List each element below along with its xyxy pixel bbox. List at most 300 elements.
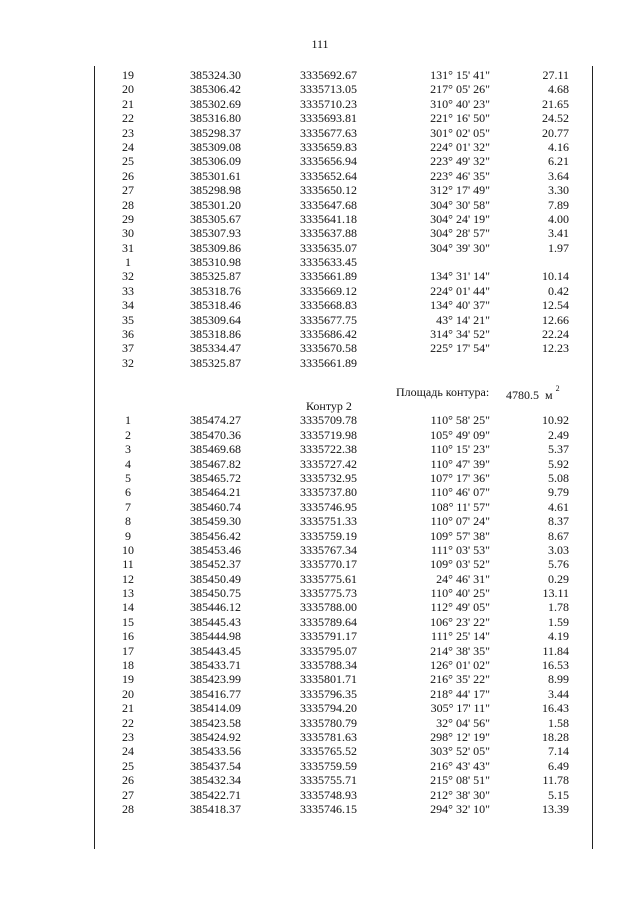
table-row xyxy=(94,759,593,773)
direction-angle: 24° 46' 31" xyxy=(436,571,490,586)
direction-angle: 105° 49' 09" xyxy=(430,427,490,442)
segment-length: 10.92 xyxy=(542,413,569,428)
y-coordinate: 3335659.83 xyxy=(300,139,357,154)
y-coordinate: 3335791.17 xyxy=(300,629,357,644)
direction-angle: 107° 17' 36" xyxy=(430,470,490,485)
x-coordinate: 385450.49 xyxy=(190,571,241,586)
point-number: 7 xyxy=(125,499,131,514)
direction-angle: 43° 14' 21" xyxy=(436,312,490,327)
direction-angle: 106° 23' 22" xyxy=(430,614,490,629)
point-number: 4 xyxy=(125,456,131,471)
x-coordinate: 385459.30 xyxy=(190,514,241,529)
point-number: 23 xyxy=(122,729,134,744)
area-value: 4780.5 xyxy=(506,387,539,402)
table-row xyxy=(94,687,593,701)
segment-length: 11.84 xyxy=(542,643,569,658)
x-coordinate: 385414.09 xyxy=(190,701,241,716)
y-coordinate: 3335727.42 xyxy=(300,456,357,471)
table-row xyxy=(94,730,593,744)
table-row xyxy=(94,111,593,125)
point-number: 32 xyxy=(122,269,134,284)
point-number: 22 xyxy=(122,715,134,730)
segment-length: 5.08 xyxy=(548,470,569,485)
x-coordinate: 385310.98 xyxy=(190,255,241,270)
segment-length: 3.30 xyxy=(548,183,569,198)
direction-angle: 109° 03' 52" xyxy=(430,557,490,572)
segment-length: 5.92 xyxy=(548,456,569,471)
segment-length: 0.29 xyxy=(548,571,569,586)
direction-angle: 134° 31' 14" xyxy=(430,269,490,284)
point-number: 28 xyxy=(122,197,134,212)
y-coordinate: 3335677.75 xyxy=(300,312,357,327)
x-coordinate: 385469.68 xyxy=(190,442,241,457)
table-row xyxy=(94,212,593,226)
y-coordinate: 3335775.61 xyxy=(300,571,357,586)
direction-angle: 225° 17' 54" xyxy=(430,341,490,356)
segment-length: 8.37 xyxy=(548,514,569,529)
segment-length: 12.66 xyxy=(542,312,569,327)
segment-length: 3.41 xyxy=(548,226,569,241)
x-coordinate: 385305.67 xyxy=(190,211,241,226)
y-coordinate: 3335801.71 xyxy=(300,672,357,687)
contour-title: Контур 2 xyxy=(306,398,352,413)
x-coordinate: 385298.98 xyxy=(190,183,241,198)
y-coordinate: 3335641.18 xyxy=(300,211,357,226)
point-number: 20 xyxy=(122,686,134,701)
segment-length: 3.64 xyxy=(548,168,569,183)
direction-angle: 298° 12' 19" xyxy=(430,729,490,744)
segment-length: 16.53 xyxy=(542,658,569,673)
direction-angle: 312° 17' 49" xyxy=(430,183,490,198)
direction-angle: 110° 47' 39" xyxy=(430,456,490,471)
x-coordinate: 385306.09 xyxy=(190,154,241,169)
table-row xyxy=(94,298,593,312)
table-row xyxy=(94,255,593,269)
point-number: 1 xyxy=(125,255,131,270)
table-row xyxy=(94,327,593,341)
y-coordinate: 3335737.80 xyxy=(300,485,357,500)
x-coordinate: 385334.47 xyxy=(190,341,241,356)
x-coordinate: 385422.71 xyxy=(190,787,241,802)
point-number: 26 xyxy=(122,773,134,788)
direction-angle: 110° 15' 23" xyxy=(430,442,490,457)
table-row xyxy=(94,284,593,298)
x-coordinate: 385316.80 xyxy=(190,111,241,126)
table-row xyxy=(94,529,593,543)
table-body xyxy=(94,68,593,816)
table-row xyxy=(94,356,593,370)
table-row xyxy=(94,615,593,629)
y-coordinate: 3335732.95 xyxy=(300,470,357,485)
segment-length: 3.44 xyxy=(548,686,569,701)
y-coordinate: 3335633.45 xyxy=(300,255,357,270)
segment-length: 24.52 xyxy=(542,111,569,126)
x-coordinate: 385446.12 xyxy=(190,600,241,615)
table-row xyxy=(94,341,593,355)
point-number: 36 xyxy=(122,327,134,342)
direction-angle: 304° 30' 58" xyxy=(430,197,490,212)
segment-length: 8.67 xyxy=(548,528,569,543)
x-coordinate: 385474.27 xyxy=(190,413,241,428)
segment-length: 7.14 xyxy=(548,744,569,759)
segment-length: 16.43 xyxy=(542,701,569,716)
x-coordinate: 385301.20 xyxy=(190,197,241,212)
segment-length: 3.03 xyxy=(548,542,569,557)
y-coordinate: 3335748.93 xyxy=(300,787,357,802)
direction-angle: 212° 38' 30" xyxy=(430,787,490,802)
y-coordinate: 3335693.81 xyxy=(300,111,357,126)
table-row xyxy=(94,644,593,658)
x-coordinate: 385301.61 xyxy=(190,168,241,183)
segment-length: 9.79 xyxy=(548,485,569,500)
x-coordinate: 385318.46 xyxy=(190,298,241,313)
x-coordinate: 385309.64 xyxy=(190,312,241,327)
coordinates-table xyxy=(94,66,593,849)
segment-length: 7.89 xyxy=(548,197,569,212)
segment-length: 4.68 xyxy=(548,82,569,97)
direction-angle: 134° 40' 37" xyxy=(430,298,490,313)
table-row xyxy=(94,557,593,571)
point-number: 3 xyxy=(125,442,131,457)
y-coordinate: 3335677.63 xyxy=(300,125,357,140)
x-coordinate: 385433.56 xyxy=(190,744,241,759)
y-coordinate: 3335668.83 xyxy=(300,298,357,313)
x-coordinate: 385324.30 xyxy=(190,68,241,82)
x-coordinate: 385465.72 xyxy=(190,470,241,485)
y-coordinate: 3335635.07 xyxy=(300,240,357,255)
y-coordinate: 3335796.35 xyxy=(300,686,357,701)
contour-area-row xyxy=(94,383,593,402)
direction-angle: 216° 35' 22" xyxy=(430,672,490,687)
area-unit: м xyxy=(545,387,553,402)
segment-length: 11.78 xyxy=(542,773,569,788)
table-row xyxy=(94,802,593,816)
y-coordinate: 3335670.58 xyxy=(300,341,357,356)
y-coordinate: 3335710.23 xyxy=(300,96,357,111)
spacer-row xyxy=(94,370,593,384)
point-number: 6 xyxy=(125,485,131,500)
point-number: 31 xyxy=(122,240,134,255)
x-coordinate: 385318.76 xyxy=(190,283,241,298)
direction-angle: 218° 44' 17" xyxy=(430,686,490,701)
point-number: 29 xyxy=(122,211,134,226)
direction-angle: 304° 39' 30" xyxy=(430,240,490,255)
x-coordinate: 385460.74 xyxy=(190,499,241,514)
direction-angle: 224° 01' 32" xyxy=(430,139,490,154)
table-row xyxy=(94,586,593,600)
x-coordinate: 385433.71 xyxy=(190,658,241,673)
point-number: 27 xyxy=(122,787,134,802)
direction-angle: 310° 40' 23" xyxy=(430,96,490,111)
x-coordinate: 385325.87 xyxy=(190,269,241,284)
x-coordinate: 385306.42 xyxy=(190,82,241,97)
point-number: 2 xyxy=(125,427,131,442)
segment-length: 6.49 xyxy=(548,758,569,773)
table-row xyxy=(94,82,593,96)
table-row xyxy=(94,140,593,154)
table-row xyxy=(94,658,593,672)
table-row xyxy=(94,183,593,197)
table-row xyxy=(94,672,593,686)
y-coordinate: 3335661.89 xyxy=(300,269,357,284)
x-coordinate: 385467.82 xyxy=(190,456,241,471)
contour-heading-row xyxy=(94,399,593,413)
segment-length: 1.58 xyxy=(548,715,569,730)
y-coordinate: 3335746.15 xyxy=(300,801,357,816)
point-number: 21 xyxy=(122,701,134,716)
segment-length: 12.54 xyxy=(542,298,569,313)
point-number: 9 xyxy=(125,528,131,543)
x-coordinate: 385302.69 xyxy=(190,96,241,111)
x-coordinate: 385443.45 xyxy=(190,643,241,658)
table-row xyxy=(94,413,593,427)
x-coordinate: 385450.75 xyxy=(190,586,241,601)
x-coordinate: 385464.21 xyxy=(190,485,241,500)
direction-angle: 294° 32' 10" xyxy=(430,801,490,816)
segment-length: 1.59 xyxy=(548,614,569,629)
page-number: 111 xyxy=(311,37,329,51)
point-number: 14 xyxy=(122,600,134,615)
x-coordinate: 385307.93 xyxy=(190,226,241,241)
segment-length: 8.99 xyxy=(548,672,569,687)
y-coordinate: 3335647.68 xyxy=(300,197,357,212)
y-coordinate: 3335759.19 xyxy=(300,528,357,543)
point-number: 26 xyxy=(122,168,134,183)
y-coordinate: 3335795.07 xyxy=(300,643,357,658)
y-coordinate: 3335709.78 xyxy=(300,413,357,428)
segment-length: 27.11 xyxy=(542,68,569,82)
x-coordinate: 385424.92 xyxy=(190,729,241,744)
segment-length: 21.65 xyxy=(542,96,569,111)
point-number: 35 xyxy=(122,312,134,327)
segment-length: 5.76 xyxy=(548,557,569,572)
direction-angle: 111° 25' 14" xyxy=(431,629,490,644)
y-coordinate: 3335746.95 xyxy=(300,499,357,514)
table-row xyxy=(94,198,593,212)
direction-angle: 304° 28' 57" xyxy=(430,226,490,241)
y-coordinate: 3335751.33 xyxy=(300,514,357,529)
direction-angle: 215° 08' 51" xyxy=(430,773,490,788)
point-number: 16 xyxy=(122,629,134,644)
direction-angle: 110° 46' 07" xyxy=(430,485,490,500)
segment-length: 4.16 xyxy=(548,139,569,154)
point-number: 25 xyxy=(122,154,134,169)
table-row xyxy=(94,241,593,255)
table-row xyxy=(94,485,593,499)
direction-angle: 111° 03' 53" xyxy=(431,542,490,557)
direction-angle: 214° 38' 35" xyxy=(430,643,490,658)
direction-angle: 110° 07' 24" xyxy=(430,514,490,529)
y-coordinate: 3335692.67 xyxy=(300,68,357,82)
point-number: 10 xyxy=(122,542,134,557)
area-label: Площадь контура: xyxy=(396,384,490,399)
point-number: 19 xyxy=(122,68,134,82)
segment-length: 6.21 xyxy=(548,154,569,169)
table-row xyxy=(94,169,593,183)
y-coordinate: 3335719.98 xyxy=(300,427,357,442)
y-coordinate: 3335780.79 xyxy=(300,715,357,730)
table-row xyxy=(94,68,593,82)
point-number: 23 xyxy=(122,125,134,140)
x-coordinate: 385444.98 xyxy=(190,629,241,644)
segment-length: 4.19 xyxy=(548,629,569,644)
table-row xyxy=(94,600,593,614)
segment-length: 12.23 xyxy=(542,341,569,356)
point-number: 28 xyxy=(122,801,134,816)
direction-angle: 303° 52' 05" xyxy=(430,744,490,759)
segment-length: 1.97 xyxy=(548,240,569,255)
x-coordinate: 385423.99 xyxy=(190,672,241,687)
table-row xyxy=(94,629,593,643)
x-coordinate: 385325.87 xyxy=(190,355,241,370)
table-row xyxy=(94,500,593,514)
y-coordinate: 3335722.38 xyxy=(300,442,357,457)
point-number: 24 xyxy=(122,744,134,759)
point-number: 11 xyxy=(122,557,134,572)
y-coordinate: 3335656.94 xyxy=(300,154,357,169)
point-number: 24 xyxy=(122,139,134,154)
y-coordinate: 3335789.64 xyxy=(300,614,357,629)
x-coordinate: 385437.54 xyxy=(190,758,241,773)
x-coordinate: 385432.34 xyxy=(190,773,241,788)
point-number: 1 xyxy=(125,413,131,428)
x-coordinate: 385452.37 xyxy=(190,557,241,572)
y-coordinate: 3335775.73 xyxy=(300,586,357,601)
point-number: 19 xyxy=(122,672,134,687)
direction-angle: 32° 04' 56" xyxy=(436,715,490,730)
y-coordinate: 3335650.12 xyxy=(300,183,357,198)
table-row xyxy=(94,514,593,528)
segment-length: 4.61 xyxy=(548,499,569,514)
point-number: 12 xyxy=(122,571,134,586)
direction-angle: 217° 05' 26" xyxy=(430,82,490,97)
direction-angle: 110° 58' 25" xyxy=(430,413,490,428)
table-row xyxy=(94,226,593,240)
segment-length: 2.49 xyxy=(548,427,569,442)
y-coordinate: 3335759.59 xyxy=(300,758,357,773)
x-coordinate: 385416.77 xyxy=(190,686,241,701)
direction-angle: 108° 11' 57" xyxy=(430,499,490,514)
point-number: 13 xyxy=(122,586,134,601)
direction-angle: 109° 57' 38" xyxy=(430,528,490,543)
table-row xyxy=(94,457,593,471)
direction-angle: 305° 17' 11" xyxy=(430,701,490,716)
table-row xyxy=(94,716,593,730)
x-coordinate: 385423.58 xyxy=(190,715,241,730)
direction-angle: 216° 43' 43" xyxy=(430,758,490,773)
point-number: 30 xyxy=(122,226,134,241)
segment-length: 10.14 xyxy=(542,269,569,284)
y-coordinate: 3335652.64 xyxy=(300,168,357,183)
direction-angle: 126° 01' 02" xyxy=(430,658,490,673)
table-row xyxy=(94,572,593,586)
x-coordinate: 385318.86 xyxy=(190,327,241,342)
segment-length: 13.39 xyxy=(542,801,569,816)
direction-angle: 131° 15' 41" xyxy=(430,68,490,82)
direction-angle: 224° 01' 44" xyxy=(430,283,490,298)
point-number: 37 xyxy=(122,341,134,356)
point-number: 15 xyxy=(122,614,134,629)
y-coordinate: 3335755.71 xyxy=(300,773,357,788)
segment-length: 18.28 xyxy=(542,729,569,744)
point-number: 25 xyxy=(122,758,134,773)
direction-angle: 112° 49' 05" xyxy=(430,600,490,615)
direction-angle: 110° 40' 25" xyxy=(430,586,490,601)
table-row xyxy=(94,788,593,802)
point-number: 17 xyxy=(122,643,134,658)
direction-angle: 223° 46' 35" xyxy=(430,168,490,183)
table-row xyxy=(94,773,593,787)
point-number: 18 xyxy=(122,658,134,673)
table-row xyxy=(94,701,593,715)
segment-length: 13.11 xyxy=(542,586,569,601)
segment-length: 5.37 xyxy=(548,442,569,457)
y-coordinate: 3335765.52 xyxy=(300,744,357,759)
segment-length: 4.00 xyxy=(548,211,569,226)
x-coordinate: 385309.08 xyxy=(190,139,241,154)
point-number: 21 xyxy=(122,96,134,111)
table-row xyxy=(94,543,593,557)
table-row xyxy=(94,442,593,456)
y-coordinate: 3335767.34 xyxy=(300,542,357,557)
point-number: 33 xyxy=(122,283,134,298)
table-row xyxy=(94,744,593,758)
table-row xyxy=(94,97,593,111)
x-coordinate: 385309.86 xyxy=(190,240,241,255)
x-coordinate: 385470.36 xyxy=(190,427,241,442)
table-row xyxy=(94,154,593,168)
table-row xyxy=(94,471,593,485)
segment-length: 22.24 xyxy=(542,327,569,342)
table-row xyxy=(94,269,593,283)
direction-angle: 314° 34' 52" xyxy=(430,327,490,342)
y-coordinate: 3335788.00 xyxy=(300,600,357,615)
table-row xyxy=(94,428,593,442)
point-number: 20 xyxy=(122,82,134,97)
table-row xyxy=(94,313,593,327)
y-coordinate: 3335637.88 xyxy=(300,226,357,241)
y-coordinate: 3335686.42 xyxy=(300,327,357,342)
y-coordinate: 3335781.63 xyxy=(300,729,357,744)
point-number: 5 xyxy=(125,470,131,485)
point-number: 32 xyxy=(122,355,134,370)
x-coordinate: 385298.37 xyxy=(190,125,241,140)
direction-angle: 221° 16' 50" xyxy=(430,111,490,126)
x-coordinate: 385418.37 xyxy=(190,801,241,816)
x-coordinate: 385453.46 xyxy=(190,542,241,557)
segment-length: 20.77 xyxy=(542,125,569,140)
y-coordinate: 3335788.34 xyxy=(300,658,357,673)
y-coordinate: 3335770.17 xyxy=(300,557,357,572)
x-coordinate: 385456.42 xyxy=(190,528,241,543)
point-number: 22 xyxy=(122,111,134,126)
point-number: 27 xyxy=(122,183,134,198)
table-row xyxy=(94,126,593,140)
y-coordinate: 3335713.05 xyxy=(300,82,357,97)
y-coordinate: 3335794.20 xyxy=(300,701,357,716)
area-unit-power: 2 xyxy=(555,383,560,393)
y-coordinate: 3335661.89 xyxy=(300,355,357,370)
y-coordinate: 3335669.12 xyxy=(300,283,357,298)
point-number: 34 xyxy=(122,298,134,313)
point-number: 8 xyxy=(125,514,131,529)
x-coordinate: 385445.43 xyxy=(190,614,241,629)
direction-angle: 304° 24' 19" xyxy=(430,211,490,226)
direction-angle: 223° 49' 32" xyxy=(430,154,490,169)
segment-length: 0.42 xyxy=(548,283,569,298)
segment-length: 1.78 xyxy=(548,600,569,615)
segment-length: 5.15 xyxy=(548,787,569,802)
